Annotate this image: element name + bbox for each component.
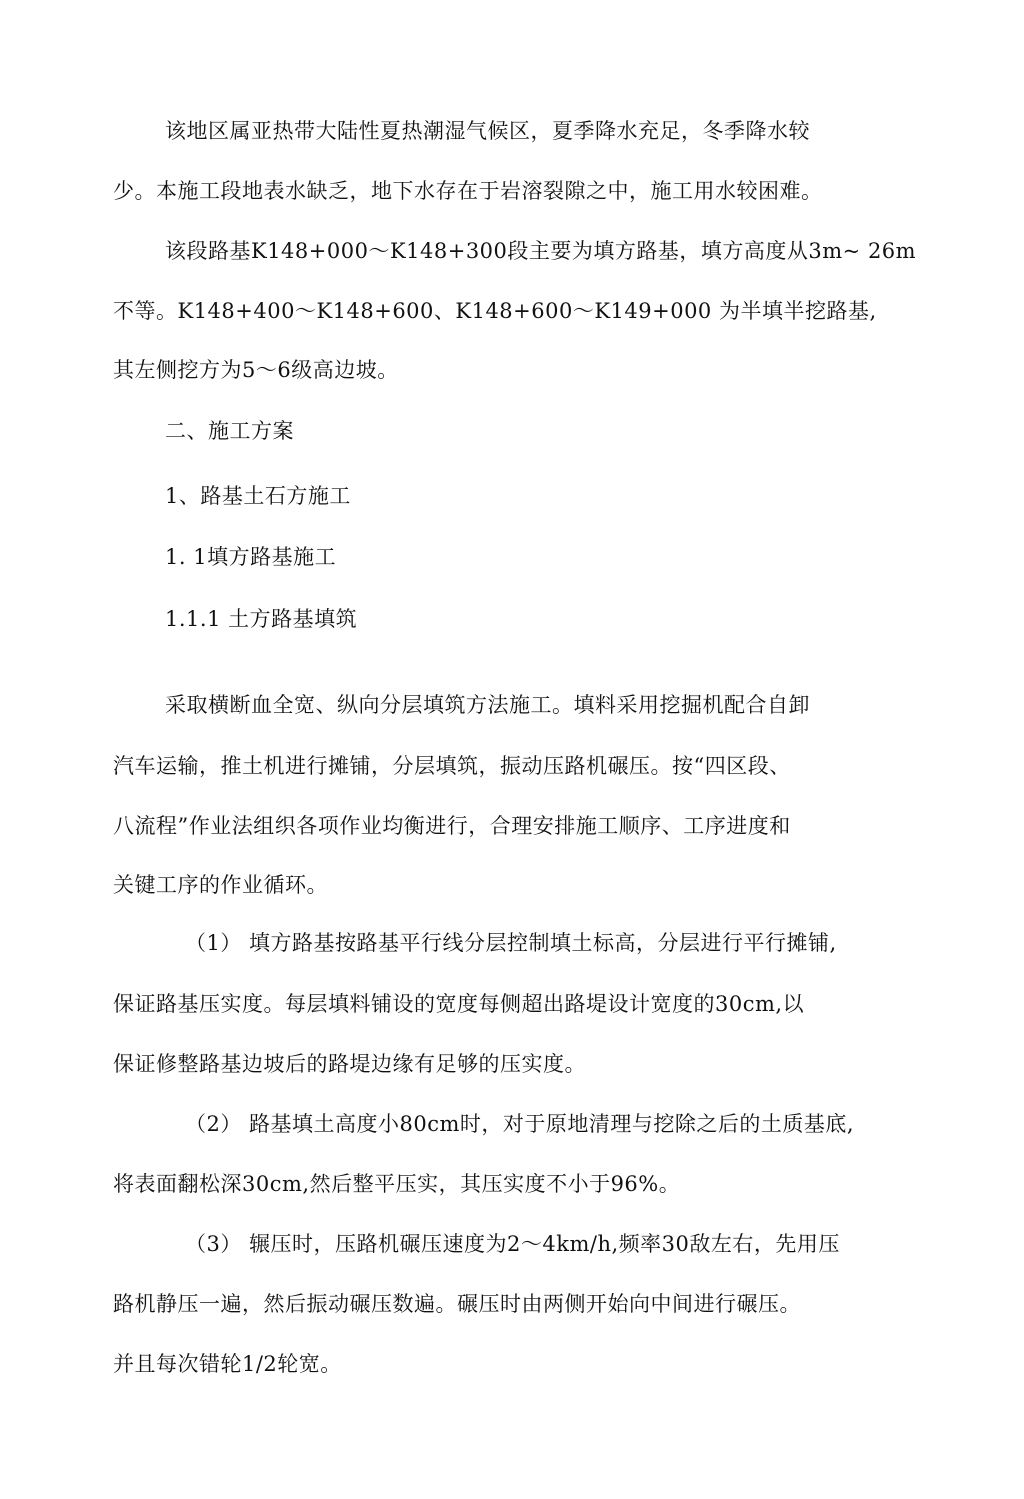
- heading-1-1-1: 1.1.1 土方路基填筑: [165, 607, 358, 631]
- list-item-2-line-2: 将表面翻松深30cm,然后整平压实，其压实度不小于96%。: [113, 1172, 681, 1196]
- list-item-1-line-1: （1） 填方路基按路基平行线分层控制填土标高，分层进行平行摊铺,: [185, 931, 837, 955]
- list-item-3-line-1: （3） 辗压时，压路机碾压速度为2～4km/h,频率30敌左右，先用压: [185, 1232, 840, 1256]
- heading-1-1: 1. 1填方路基施工: [165, 545, 337, 569]
- paragraph-method-line-1: 采取横断血全宽、纵向分层填筑方法施工。填料采用挖掘机配合自卸: [165, 693, 810, 717]
- paragraph-method-line-4: 关键工序的作业循环。: [113, 873, 328, 897]
- heading-section-2: 二、施工方案: [165, 419, 294, 443]
- paragraph-roadbed-line-1: 该段路基K148+000～K148+300段主要为填方路基，填方高度从3m~ 26m: [165, 239, 917, 263]
- paragraph-roadbed-line-2: 不等。K148+400～K148+600、K148+600～K149+000 为半填半挖路基,: [113, 299, 877, 323]
- list-item-1-line-3: 保证修整路基边坡后的路堤边缘有足够的压实度。: [113, 1052, 586, 1076]
- paragraph-climate-line-1: 该地区属亚热带大陆性夏热潮湿气候区，夏季降水充足，冬季降水较: [165, 119, 810, 143]
- heading-1: 1、路基土石方施工: [165, 484, 351, 508]
- list-item-3-line-2: 路机静压一遍，然后振动碾压数遍。碾压时由两侧开始向中间进行碾压。: [113, 1292, 801, 1316]
- paragraph-method-line-3: 八流程”作业法组织各项作业均衡进行，合理安排施工顺序、工序进度和: [113, 814, 791, 838]
- paragraph-climate-line-2: 少。本施工段地表水缺乏，地下水存在于岩溶裂隙之中，施工用水较困难。: [113, 179, 823, 203]
- list-item-3-line-3: 并且每次错轮1/2轮宽。: [113, 1352, 342, 1376]
- paragraph-method-line-2: 汽车运输，推土机进行摊铺，分层填筑，振动压路机碾压。按“四区段、: [113, 754, 791, 778]
- paragraph-roadbed-line-3: 其左侧挖方为5～6级高边坡。: [113, 358, 399, 382]
- list-item-1-line-2: 保证路基压实度。每层填料铺设的宽度每侧超出路堤设计宽度的30cm,以: [113, 992, 805, 1016]
- list-item-2-line-1: （2） 路基填土高度小80cm时，对于原地清理与挖除之后的土质基底,: [185, 1112, 855, 1136]
